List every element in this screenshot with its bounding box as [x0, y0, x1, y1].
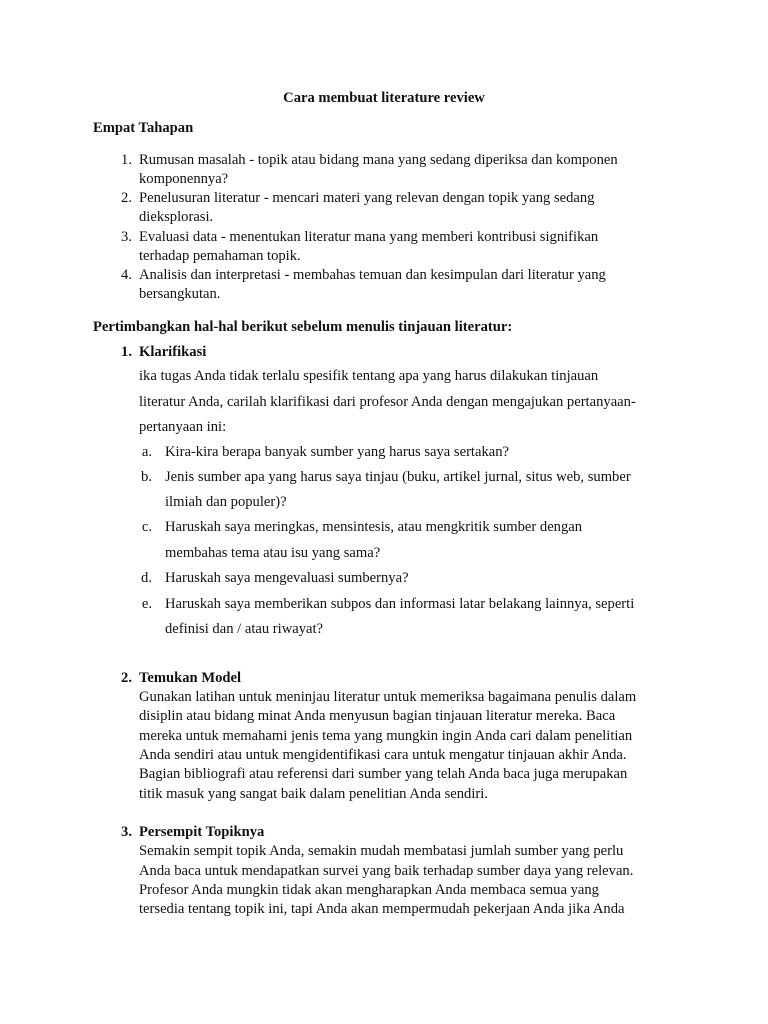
paragraph-line: titik masuk yang sangat baik dalam penelitian Anda sendiri.: [139, 786, 488, 802]
sub-item-letter: d.: [141, 570, 152, 586]
list-item-text: Analisis dan interpretasi - membahas temuan dan kesimpulan dari literatur yang: [139, 267, 606, 283]
sub-item-text: Haruskah saya memberikan subpos dan informasi latar belakang lainnya, seperti: [165, 596, 635, 612]
item-title-persempit-topiknya: Persempit Topiknya: [139, 824, 265, 840]
paragraph-line: disiplin atau bidang minat Anda menyusun bagian tinjauan literatur mereka. Baca: [139, 708, 616, 724]
list-item-text: terhadap pemahaman topik.: [139, 248, 301, 264]
paragraph-line: Anda sendiri atau untuk mengidentifikasi cara untuk mengatur tinjauan akhir Anda.: [139, 747, 627, 763]
sub-item-text: Haruskah saya meringkas, mensintesis, atau mengkritik sumber dengan: [165, 519, 583, 535]
sub-item-letter: b.: [141, 469, 152, 485]
item-title-klarifikasi: Klarifikasi: [139, 344, 207, 360]
paragraph-line: Semakin sempit topik Anda, semakin mudah membatasi jumlah sumber yang perlu: [139, 843, 624, 859]
list-item-text: Penelusuran literatur - mencari materi yang relevan dengan topik yang sedang: [139, 190, 595, 206]
section-heading-pertimbangkan: Pertimbangkan hal-hal berikut sebelum menulis tinjauan literatur:: [93, 319, 513, 335]
paragraph-line: Gunakan latihan untuk meninjau literatur untuk memeriksa bagaimana penulis dalam: [139, 689, 637, 705]
section-heading-empat-tahapan: Empat Tahapan: [93, 120, 194, 136]
paragraph-line: tersedia tentang topik ini, tapi Anda akan mempermudah pekerjaan Anda jika Anda: [139, 901, 625, 917]
sub-item-text: definisi dan / atau riwayat?: [165, 621, 324, 637]
paragraph-line: pertanyaan ini:: [139, 419, 227, 435]
paragraph-line: Anda baca untuk mendapatkan survei yang baik terhadap sumber daya yang relevan.: [139, 863, 634, 879]
list-item-number: 2.: [121, 670, 132, 686]
sub-item-letter: e.: [141, 596, 152, 612]
paragraph-line: ika tugas Anda tidak terlalu spesifik tentang apa yang harus dilakukan tinjauan: [139, 368, 599, 384]
list-item-text: bersangkutan.: [139, 286, 221, 302]
sub-item-text: Jenis sumber apa yang harus saya tinjau (buku, artikel jurnal, situs web, sumber: [165, 469, 631, 485]
document-title: Cara membuat literature review: [283, 90, 485, 106]
list-item-number: 3.: [121, 229, 132, 245]
list-item-text: Evaluasi data - menentukan literatur mana yang memberi kontribusi signifikan: [139, 229, 599, 245]
list-item-text: Rumusan masalah - topik atau bidang mana yang sedang diperiksa dan komponen: [139, 152, 618, 168]
list-item-number: 1.: [121, 344, 132, 360]
paragraph-line: Bagian bibliografi atau referensi dari sumber yang telah Anda baca juga merupakan: [139, 766, 628, 782]
list-item-number: 4.: [121, 267, 132, 283]
paragraph-line: mereka untuk memahami jenis tema yang mungkin ingin Anda cari dalam penelitian: [139, 728, 633, 744]
item-title-temukan-model: Temukan Model: [139, 670, 242, 686]
list-item-text: komponennya?: [139, 171, 229, 187]
list-item-number: 1.: [121, 152, 132, 168]
list-item-text: dieksplorasi.: [139, 209, 214, 225]
sub-item-text: ilmiah dan populer)?: [165, 494, 287, 510]
sub-item-text: membahas tema atau isu yang sama?: [165, 545, 381, 561]
sub-item-letter: c.: [141, 519, 152, 535]
sub-item-letter: a.: [141, 444, 152, 460]
list-item-number: 2.: [121, 190, 132, 206]
paragraph-line: Profesor Anda mungkin tidak akan mengharapkan Anda membaca semua yang: [139, 882, 599, 898]
list-item-number: 3.: [121, 824, 132, 840]
sub-item-text: Kira-kira berapa banyak sumber yang harus saya sertakan?: [165, 444, 510, 460]
paragraph-line: literatur Anda, carilah klarifikasi dari profesor Anda dengan mengajukan pertanyaan-: [139, 394, 636, 410]
sub-item-text: Haruskah saya mengevaluasi sumbernya?: [165, 570, 409, 586]
